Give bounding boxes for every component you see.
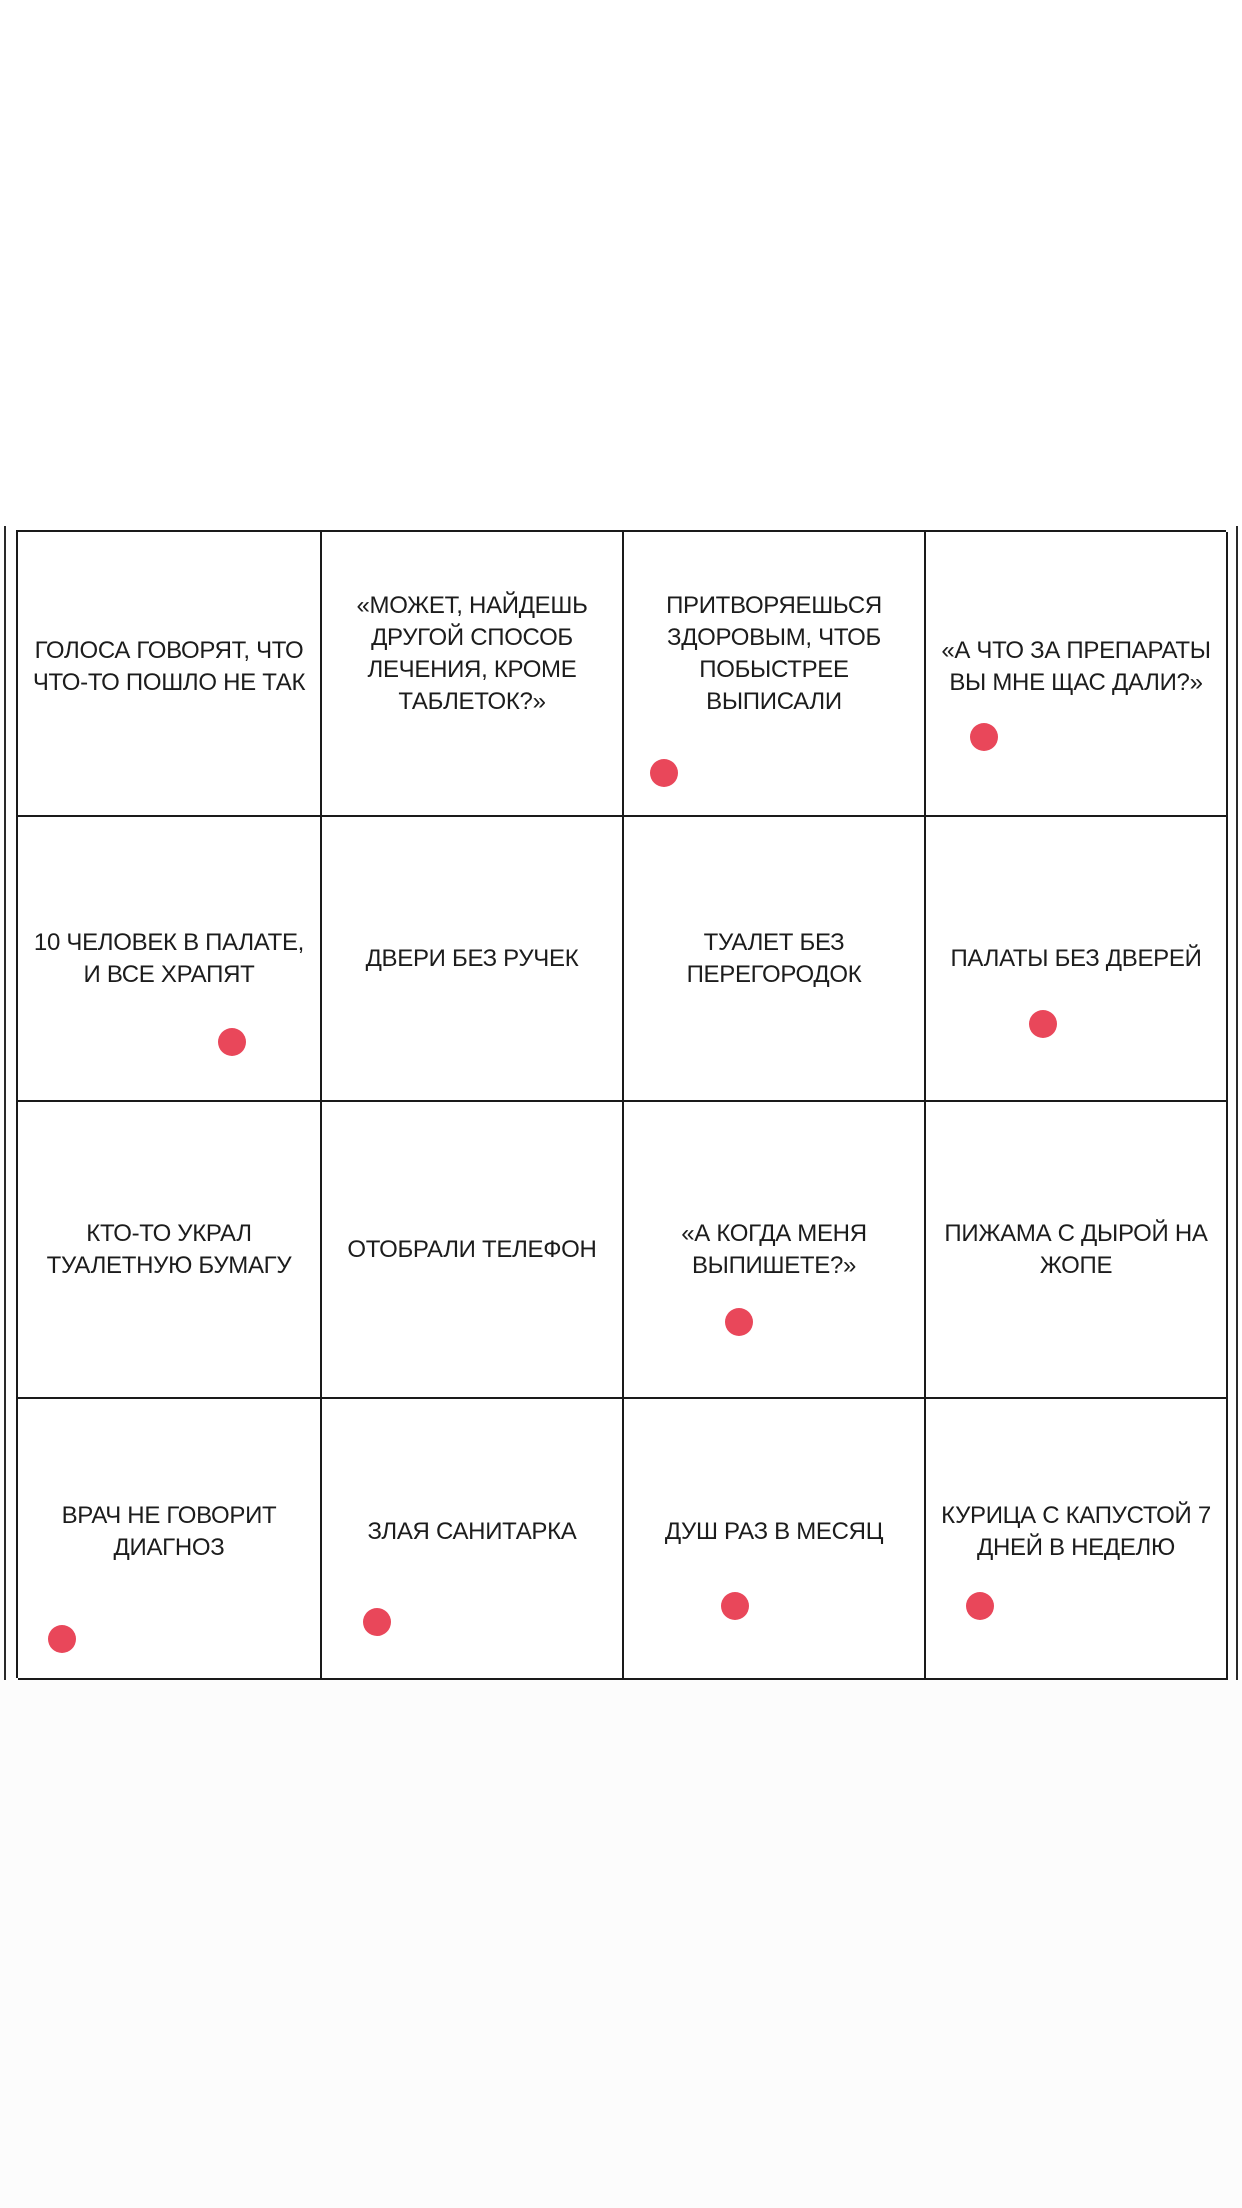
bingo-cell <box>322 1399 624 1680</box>
bingo-cell-text: КУРИЦА С КАПУСТОЙ 7 ДНЕЙ В НЕДЕЛЮ <box>941 1501 1211 1561</box>
image-left-edge <box>4 526 6 1680</box>
bingo-cell-text: «А КОГДА МЕНЯ ВЫПИШЕТЕ?» <box>681 1219 867 1279</box>
bingo-cell-text: ТУАЛЕТ БЕЗ ПЕРЕГОРОДОК <box>686 928 862 988</box>
bingo-cell-text: 10 ЧЕЛОВЕК В ПАЛАТЕ, И ВСЕ ХРАПЯТ <box>33 928 305 988</box>
top-blank-area <box>0 0 1242 526</box>
bingo-cell <box>18 532 322 817</box>
bingo-cell-text: ГОЛОСА ГОВОРЯТ, ЧТО ЧТО-ТО ПОШЛО НЕ ТАК <box>32 636 306 696</box>
bingo-cell <box>624 1399 926 1680</box>
bingo-cell <box>926 1399 1228 1680</box>
bingo-cell <box>322 817 624 1102</box>
bingo-cell-text: ВРАЧ НЕ ГОВОРИТ ДИАГНОЗ <box>61 1501 277 1561</box>
bingo-cell <box>322 532 624 817</box>
bingo-cell-text: ДВЕРИ БЕЗ РУЧЕК <box>365 944 579 972</box>
bingo-cell <box>18 817 322 1102</box>
bingo-marker-dot <box>1029 1010 1057 1038</box>
bingo-marker-dot <box>363 1608 391 1636</box>
bingo-cell-text: «А ЧТО ЗА ПРЕПАРАТЫ ВЫ МНЕ ЩАС ДАЛИ?» <box>941 636 1211 696</box>
bingo-cell-text: ПРИТВОРЯЕШЬСЯ ЗДОРОВЫМ, ЧТОБ ПОБЫСТРЕЕ ВЫПИСАЛИ <box>666 591 882 715</box>
bingo-marker-dot <box>725 1308 753 1336</box>
bingo-cell-text: ОТОБРАЛИ ТЕЛЕФОН <box>347 1235 597 1263</box>
bingo-cell <box>18 1399 322 1680</box>
bingo-marker-dot <box>721 1592 749 1620</box>
bingo-cell <box>322 1102 624 1399</box>
bottom-blank-area <box>0 1680 1242 2208</box>
bingo-cell-text: КТО-ТО УКРАЛ ТУАЛЕТНУЮ БУМАГУ <box>46 1219 292 1279</box>
bingo-grid <box>16 530 1226 1678</box>
bingo-cell-text: ДУШ РАЗ В МЕСЯЦ <box>664 1517 884 1545</box>
bingo-cell-text: ЗЛАЯ САНИТАРКА <box>367 1517 577 1545</box>
bingo-cell-text: ПАЛАТЫ БЕЗ ДВЕРЕЙ <box>950 944 1202 972</box>
bingo-marker-dot <box>966 1592 994 1620</box>
bingo-cell <box>624 532 926 817</box>
image-right-edge <box>1236 526 1238 1680</box>
bingo-image <box>0 526 1242 1680</box>
bingo-cell <box>624 817 926 1102</box>
bingo-marker-dot <box>970 723 998 751</box>
bingo-cell <box>926 1102 1228 1399</box>
bingo-cell <box>18 1102 322 1399</box>
bingo-cell <box>624 1102 926 1399</box>
bingo-cell-text: ПИЖАМА С ДЫРОЙ НА ЖОПЕ <box>944 1219 1208 1279</box>
bingo-marker-dot <box>650 759 678 787</box>
bingo-cell <box>926 532 1228 817</box>
bingo-marker-dot <box>218 1028 246 1056</box>
bingo-marker-dot <box>48 1625 76 1653</box>
bingo-cell-text: «МОЖЕТ, НАЙДЕШЬ ДРУГОЙ СПОСОБ ЛЕЧЕНИЯ, КРОМЕ ТАБЛЕТОК?» <box>356 591 588 715</box>
bingo-cell <box>926 817 1228 1102</box>
